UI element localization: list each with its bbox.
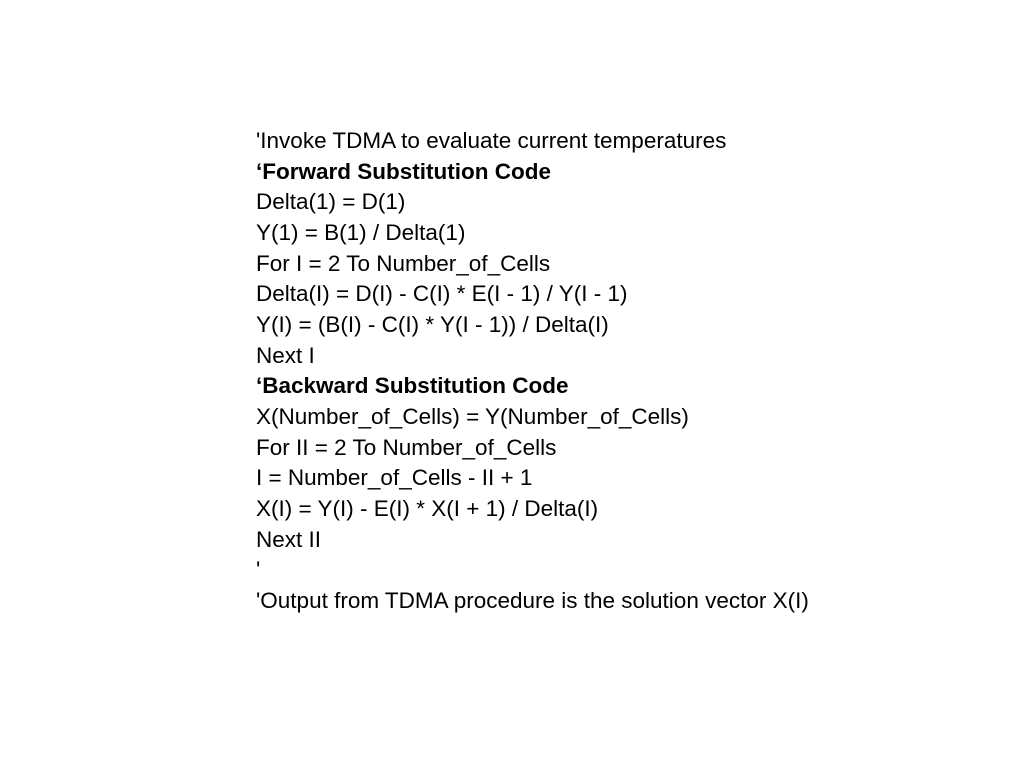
code-line: I = Number_of_Cells - II + 1 [256, 465, 533, 491]
code-line: X(Number_of_Cells) = Y(Number_of_Cells) [256, 403, 689, 429]
code-line: Next I [256, 342, 315, 368]
code-line: For I = 2 To Number_of_Cells [256, 250, 551, 276]
code-line: Y(I) = (B(I) - C(I) * Y(I - 1)) / Delta(I) [256, 311, 609, 337]
code-line: Delta(I) = D(I) - C(I) * E(I - 1) / Y(I - 1) [256, 281, 628, 307]
code-listing [256, 126, 996, 617]
code-line: X(I) = Y(I) - E(I) * X(I + 1) / Delta(I) [256, 495, 599, 521]
code-line: For II = 2 To Number_of_Cells [256, 434, 557, 460]
section-heading-forward: ‘Forward Substitution Code [256, 158, 551, 184]
comment-line: 'Output from TDMA procedure is the solution vector X(I) [256, 587, 809, 613]
code-line: Next II [256, 526, 322, 552]
comment-line: 'Invoke TDMA to evaluate current temperatures [256, 128, 727, 153]
section-heading-backward: ‘Backward Substitution Code [256, 373, 569, 399]
comment-line: ' [256, 557, 261, 583]
code-line: Delta(1) = D(1) [256, 189, 406, 215]
code-line: Y(1) = B(1) / Delta(1) [256, 219, 466, 245]
